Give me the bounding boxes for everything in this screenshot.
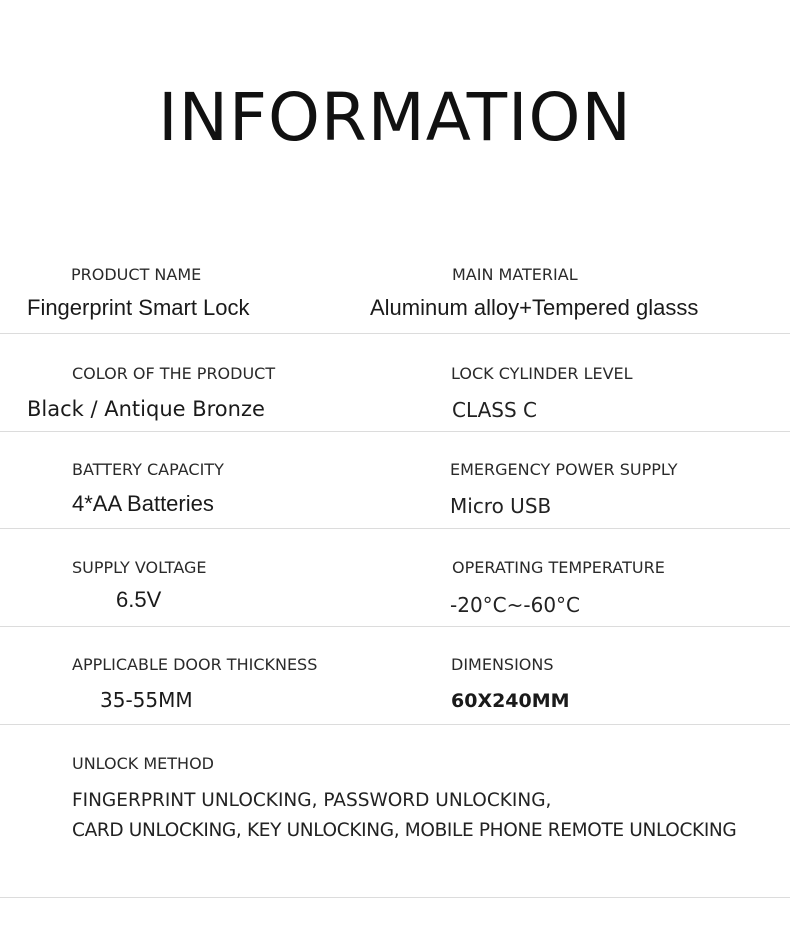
color-label: COLOR OF THE PRODUCT (72, 364, 276, 383)
row-divider (0, 626, 790, 627)
dimensions-value: 60X240MM (451, 690, 570, 712)
row-divider (0, 333, 790, 334)
voltage-value: 6.5V (116, 587, 162, 612)
row-divider (0, 431, 790, 432)
unlock-method-label: UNLOCK METHOD (72, 754, 214, 773)
battery-value: 4*AA Batteries (72, 491, 214, 516)
door-thickness-value: 35-55MM (100, 688, 193, 712)
unlock-method-line-2: CARD UNLOCKING, KEY UNLOCKING, MOBILE PHONE REMOTE UNLOCKING (72, 820, 737, 841)
page-title: INFORMATION (158, 79, 632, 156)
row-divider (0, 897, 790, 898)
color-value: Black / Antique Bronze (27, 397, 265, 421)
battery-label: BATTERY CAPACITY (72, 460, 224, 479)
row-divider (0, 528, 790, 529)
unlock-method-line-1: FINGERPRINT UNLOCKING, PASSWORD UNLOCKING, (72, 790, 552, 811)
temperature-value: -20°C~-60°C (450, 593, 581, 617)
row-divider (0, 724, 790, 725)
main-material-label: MAIN MATERIAL (452, 265, 578, 284)
dimensions-label: DIMENSIONS (451, 655, 554, 674)
door-thickness-label: APPLICABLE DOOR THICKNESS (72, 655, 318, 674)
cylinder-level-label: LOCK CYLINDER LEVEL (451, 364, 633, 383)
emergency-power-label: EMERGENCY POWER SUPPLY (450, 460, 678, 479)
temperature-label: OPERATING TEMPERATURE (452, 558, 665, 577)
voltage-label: SUPPLY VOLTAGE (72, 558, 207, 577)
main-material-value: Aluminum alloy+Tempered glasss (370, 295, 699, 320)
product-name-value: Fingerprint Smart Lock (27, 295, 250, 320)
cylinder-level-value: CLASS C (452, 398, 537, 422)
product-name-label: PRODUCT NAME (71, 265, 202, 284)
emergency-power-value: Micro USB (450, 494, 552, 518)
